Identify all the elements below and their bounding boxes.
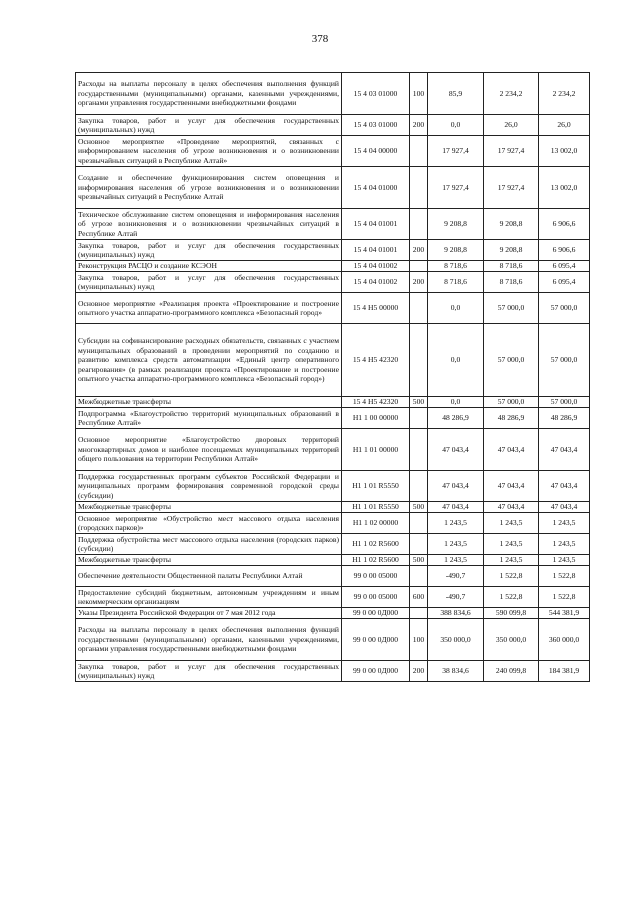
- row-name-cell: Закупка товаров, работ и услуг для обеспечения государственных (муниципальных) нужд: [76, 240, 342, 261]
- row-value-1-cell: 47 043,4: [428, 429, 484, 471]
- row-value-1-cell: 1 243,5: [428, 534, 484, 555]
- table-row: [76, 240, 590, 261]
- row-name-cell: Межбюджетные трансферты: [76, 555, 342, 566]
- row-expense-type-cell: 500: [410, 397, 428, 408]
- table-row: [76, 471, 590, 502]
- row-code-cell: 15 4 04 01001: [342, 240, 410, 261]
- row-code-cell: 15 4 04 01000: [342, 167, 410, 209]
- row-value-2-cell: 47 043,4: [484, 502, 539, 513]
- table-row: [76, 136, 590, 167]
- row-name-cell: Основное мероприятие «Обустройство мест массового отдыха населения (городских парков)»: [76, 513, 342, 534]
- row-value-1-cell: 48 286,9: [428, 408, 484, 429]
- table-row: [76, 272, 590, 293]
- row-expense-type-cell: [410, 471, 428, 502]
- row-name-cell: Создание и обеспечение функционирования систем оповещения и информирования населения об угрозе возникновения и о возникновении чрезвычайных ситуаций в Республике Алтай: [76, 167, 342, 209]
- row-value-1-cell: -490,7: [428, 566, 484, 587]
- row-value-3-cell: 6 095,4: [539, 272, 590, 293]
- row-value-2-cell: 17 927,4: [484, 136, 539, 167]
- row-name-cell: Подпрограмма «Благоустройство территорий муниципальных образований в Республике Алтай»: [76, 408, 342, 429]
- row-value-2-cell: 1 243,5: [484, 555, 539, 566]
- row-code-cell: 15 4 Н5 00000: [342, 293, 410, 324]
- row-value-3-cell: 26,0: [539, 115, 590, 136]
- row-expense-type-cell: [410, 566, 428, 587]
- row-value-2-cell: 57 000,0: [484, 293, 539, 324]
- row-expense-type-cell: 500: [410, 502, 428, 513]
- row-code-cell: Н1 1 01 R5550: [342, 471, 410, 502]
- row-value-3-cell: 1 522,8: [539, 587, 590, 608]
- row-name-cell: Указы Президента Российской Федерации от 7 мая 2012 года: [76, 608, 342, 619]
- row-expense-type-cell: [410, 293, 428, 324]
- row-value-2-cell: 48 286,9: [484, 408, 539, 429]
- row-value-2-cell: 1 522,8: [484, 566, 539, 587]
- row-expense-type-cell: 200: [410, 240, 428, 261]
- row-value-3-cell: 544 381,9: [539, 608, 590, 619]
- row-name-cell: Основное мероприятие «Реализация проекта «Проектирование и построение опытного участка аппаратно-программного комплекса «Безопасный город»: [76, 293, 342, 324]
- table-row: [76, 555, 590, 566]
- row-name-cell: Основное мероприятие «Благоустройство дворовых территорий многоквартирных домов и наиболее посещаемых муниципальных территорий общего пользования на территории Республики Алтай»: [76, 429, 342, 471]
- table-row: [76, 608, 590, 619]
- row-expense-type-cell: [410, 608, 428, 619]
- row-code-cell: 15 4 03 01000: [342, 115, 410, 136]
- row-code-cell: Н1 1 00 00000: [342, 408, 410, 429]
- row-expense-type-cell: [410, 429, 428, 471]
- row-value-1-cell: 9 208,8: [428, 209, 484, 240]
- row-code-cell: 15 4 04 01001: [342, 209, 410, 240]
- row-value-3-cell: 57 000,0: [539, 397, 590, 408]
- table-row: [76, 293, 590, 324]
- row-value-1-cell: 17 927,4: [428, 167, 484, 209]
- row-expense-type-cell: [410, 167, 428, 209]
- row-name-cell: Межбюджетные трансферты: [76, 502, 342, 513]
- row-name-cell: Поддержка государственных программ субъектов Российской Федерации и муниципальных программ формирования современной городской среды (субсидии): [76, 471, 342, 502]
- row-name-cell: Предоставление субсидий бюджетным, автономным учреждениям и иным некоммерческим организациям: [76, 587, 342, 608]
- row-value-1-cell: 0,0: [428, 397, 484, 408]
- page-number: 378: [311, 33, 329, 45]
- row-expense-type-cell: 200: [410, 115, 428, 136]
- row-code-cell: 15 4 04 00000: [342, 136, 410, 167]
- row-code-cell: Н1 1 02 R5600: [342, 534, 410, 555]
- row-name-cell: Основное мероприятие «Проведение мероприятий, связанных с информированием населения об угрозе возникновения и о возникновении чрезвычайных ситуаций в Республике Алтай»: [76, 136, 342, 167]
- row-code-cell: Н1 1 01 R5550: [342, 502, 410, 513]
- row-expense-type-cell: [410, 136, 428, 167]
- row-name-cell: Расходы на выплаты персоналу в целях обеспечения выполнения функций государственными (муниципальными) органами, казенными учреждениями, органами управления государственными внебюджетными фондами: [76, 73, 342, 115]
- row-value-3-cell: 6 906,6: [539, 209, 590, 240]
- row-code-cell: 15 4 Н5 42320: [342, 397, 410, 408]
- row-value-1-cell: 8 718,6: [428, 261, 484, 272]
- row-name-cell: Закупка товаров, работ и услуг для обеспечения государственных (муниципальных) нужд: [76, 661, 342, 682]
- row-value-2-cell: 57 000,0: [484, 324, 539, 397]
- row-value-2-cell: 9 208,8: [484, 209, 539, 240]
- row-value-1-cell: 350 000,0: [428, 619, 484, 661]
- row-code-cell: Н1 1 01 00000: [342, 429, 410, 471]
- row-value-2-cell: 8 718,6: [484, 272, 539, 293]
- row-name-cell: Закупка товаров, работ и услуг для обеспечения государственных (муниципальных) нужд: [76, 272, 342, 293]
- row-value-1-cell: 1 243,5: [428, 555, 484, 566]
- row-value-3-cell: 1 522,8: [539, 566, 590, 587]
- row-value-3-cell: 1 243,5: [539, 555, 590, 566]
- row-value-2-cell: 8 718,6: [484, 261, 539, 272]
- row-expense-type-cell: [410, 513, 428, 534]
- row-name-cell: Закупка товаров, работ и услуг для обеспечения государственных (муниципальных) нужд: [76, 115, 342, 136]
- table-row: [76, 619, 590, 661]
- row-value-1-cell: 388 834,6: [428, 608, 484, 619]
- row-value-3-cell: 1 243,5: [539, 513, 590, 534]
- row-value-1-cell: 47 043,4: [428, 502, 484, 513]
- row-value-2-cell: 47 043,4: [484, 471, 539, 502]
- row-value-3-cell: 57 000,0: [539, 324, 590, 397]
- row-expense-type-cell: 200: [410, 272, 428, 293]
- row-value-3-cell: 13 002,0: [539, 136, 590, 167]
- row-value-2-cell: 1 522,8: [484, 587, 539, 608]
- table-row: [76, 167, 590, 209]
- row-expense-type-cell: [410, 209, 428, 240]
- row-value-1-cell: 0,0: [428, 324, 484, 397]
- table-row: [76, 324, 590, 397]
- row-value-3-cell: 13 002,0: [539, 167, 590, 209]
- row-expense-type-cell: [410, 261, 428, 272]
- table-row: [76, 566, 590, 587]
- row-expense-type-cell: 200: [410, 661, 428, 682]
- row-value-3-cell: 6 906,6: [539, 240, 590, 261]
- row-value-2-cell: 57 000,0: [484, 397, 539, 408]
- row-expense-type-cell: [410, 534, 428, 555]
- row-name-cell: Техническое обслуживание систем оповещения и информирования населения об угрозе возникновения и о возникновении чрезвычайных ситуаций в Республике Алтай: [76, 209, 342, 240]
- row-code-cell: 15 4 04 01002: [342, 261, 410, 272]
- row-expense-type-cell: 100: [410, 73, 428, 115]
- row-name-cell: Межбюджетные трансферты: [76, 397, 342, 408]
- row-code-cell: 15 4 04 01002: [342, 272, 410, 293]
- row-value-2-cell: 1 243,5: [484, 534, 539, 555]
- row-value-1-cell: 85,9: [428, 73, 484, 115]
- row-value-1-cell: -490,7: [428, 587, 484, 608]
- row-value-3-cell: 47 043,4: [539, 429, 590, 471]
- row-code-cell: Н1 1 02 00000: [342, 513, 410, 534]
- row-value-1-cell: 0,0: [428, 115, 484, 136]
- row-code-cell: 99 0 00 05000: [342, 566, 410, 587]
- row-code-cell: 99 0 00 0Д000: [342, 661, 410, 682]
- table-row: [76, 534, 590, 555]
- table-row: [76, 115, 590, 136]
- row-value-2-cell: 1 243,5: [484, 513, 539, 534]
- table-row: [76, 209, 590, 240]
- table-row: [76, 502, 590, 513]
- row-value-3-cell: 360 000,0: [539, 619, 590, 661]
- row-code-cell: 99 0 00 0Д000: [342, 619, 410, 661]
- row-value-2-cell: 2 234,2: [484, 73, 539, 115]
- row-name-cell: Субсидии на софинансирование расходных обязательств, связанных с участием муниципальных образований в проведении мероприятий по созданию и развитию комплекса средств автоматизации «Единый центр оперативного реагирования» (в рамках реализации проекта «Проектирование и построение опытного участка аппаратно-программного комплекса «Безопасный город»): [76, 324, 342, 397]
- row-expense-type-cell: 100: [410, 619, 428, 661]
- row-expense-type-cell: [410, 408, 428, 429]
- row-value-3-cell: 47 043,4: [539, 471, 590, 502]
- table-row: [76, 261, 590, 272]
- row-value-2-cell: 26,0: [484, 115, 539, 136]
- row-name-cell: Поддержка обустройства мест массового отдыха населения (городских парков) (субсидии): [76, 534, 342, 555]
- row-value-2-cell: 9 208,8: [484, 240, 539, 261]
- row-value-3-cell: 184 381,9: [539, 661, 590, 682]
- row-value-3-cell: 47 043,4: [539, 502, 590, 513]
- row-expense-type-cell: 600: [410, 587, 428, 608]
- row-name-cell: Обеспечение деятельности Общественной палаты Республики Алтай: [76, 566, 342, 587]
- budget-table-body: [76, 73, 590, 682]
- row-value-2-cell: 350 000,0: [484, 619, 539, 661]
- row-code-cell: Н1 1 02 R5600: [342, 555, 410, 566]
- row-value-3-cell: 6 095,4: [539, 261, 590, 272]
- row-expense-type-cell: 500: [410, 555, 428, 566]
- budget-table: [75, 72, 590, 682]
- row-value-1-cell: 0,0: [428, 293, 484, 324]
- row-value-2-cell: 240 099,8: [484, 661, 539, 682]
- row-name-cell: Расходы на выплаты персоналу в целях обеспечения выполнения функций государственными (муниципальными) органами, казенными учреждениями, органами управления государственными внебюджетными фондами: [76, 619, 342, 661]
- row-code-cell: 99 0 00 0Д000: [342, 608, 410, 619]
- row-value-1-cell: 9 208,8: [428, 240, 484, 261]
- table-row: [76, 661, 590, 682]
- row-expense-type-cell: [410, 324, 428, 397]
- table-row: [76, 397, 590, 408]
- row-code-cell: 15 4 Н5 42320: [342, 324, 410, 397]
- row-name-cell: Реконструкция РАСЦО и создание КСЭОН: [76, 261, 342, 272]
- row-value-1-cell: 17 927,4: [428, 136, 484, 167]
- row-value-3-cell: 2 234,2: [539, 73, 590, 115]
- row-value-1-cell: 38 834,6: [428, 661, 484, 682]
- row-value-2-cell: 47 043,4: [484, 429, 539, 471]
- table-row: [76, 429, 590, 471]
- row-value-3-cell: 57 000,0: [539, 293, 590, 324]
- row-value-2-cell: 17 927,4: [484, 167, 539, 209]
- row-value-3-cell: 1 243,5: [539, 534, 590, 555]
- row-value-1-cell: 8 718,6: [428, 272, 484, 293]
- row-value-2-cell: 590 099,8: [484, 608, 539, 619]
- table-row: [76, 587, 590, 608]
- row-code-cell: 99 0 00 05000: [342, 587, 410, 608]
- row-value-3-cell: 48 286,9: [539, 408, 590, 429]
- table-row: [76, 73, 590, 115]
- table-row: [76, 408, 590, 429]
- table-row: [76, 513, 590, 534]
- row-value-1-cell: 47 043,4: [428, 471, 484, 502]
- row-value-1-cell: 1 243,5: [428, 513, 484, 534]
- row-code-cell: 15 4 03 01000: [342, 73, 410, 115]
